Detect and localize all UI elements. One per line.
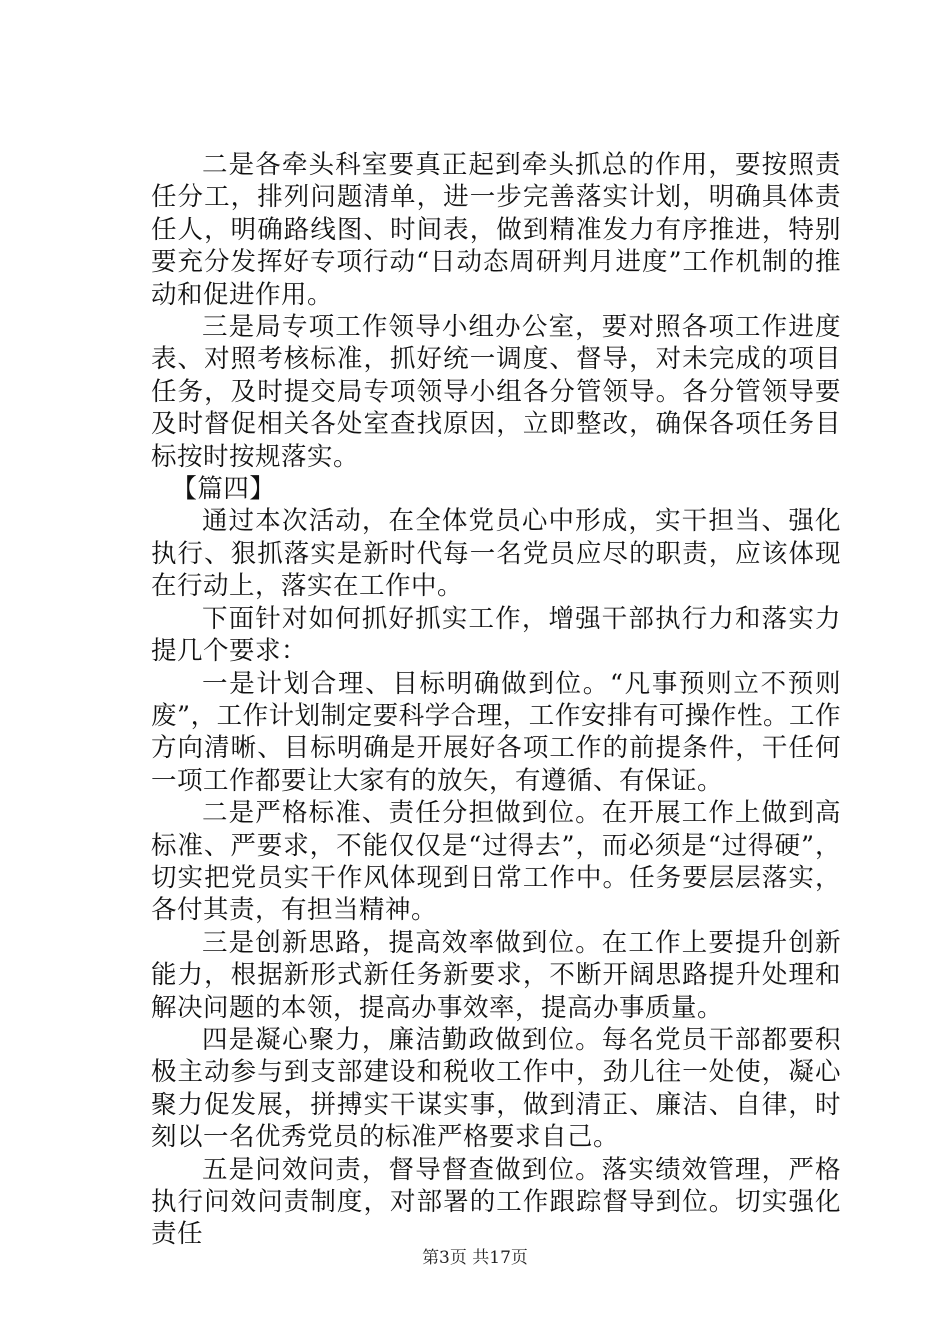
paragraph-5: 一是计划合理、目标明确做到位。“凡事预则立不预则废”，工作计划制定要科学合理，工作安排有可操作性。工作方向清晰、目标明确是开展好各项工作的前提条件，干任何一项工作都要让大家有的放矢，有遵循、有保证。 <box>151 668 841 796</box>
paragraph-1: 二是各牵头科室要真正起到牵头抓总的作用，要按照责任分工，排列问题清单，进一步完善落实计划，明确具体责任人，明确路线图、时间表，做到精准发力有序推进，特别要充分发挥好专项行动“日动态周研判月进度”工作机制的推动和促进作用。 <box>151 150 841 310</box>
paragraph-4: 下面针对如何抓好抓实工作，增强干部执行力和落实力提几个要求： <box>151 603 841 667</box>
section-heading: 【篇四】 <box>171 474 276 505</box>
paragraph-3: 通过本次活动，在全体党员心中形成，实干担当、强化执行、狠抓落实是新时代每一名党员应尽的职责，应该体现在行动上，落实在工作中。 <box>151 506 841 602</box>
paragraph-9: 五是问效问责，督导督查做到位。落实绩效管理，严格执行问效问责制度，对部署的工作跟踪督导到位。切实强化责任 <box>151 1154 841 1250</box>
paragraph-2: 三是局专项工作领导小组办公室，要对照各项工作进度表、对照考核标准，抓好统一调度、督导，对未完成的项目任务，及时提交局专项领导小组各分管领导。各分管领导要及时督促相关各处室查找原因，立即整改，确保各项任务目标按时按规落实。 <box>151 312 841 472</box>
paragraph-8: 四是凝心聚力，廉洁勤政做到位。每名党员干部都要积极主动参与到支部建设和税收工作中，劲儿往一处使，凝心聚力促发展，拼搏实干谋实事，做到清正、廉洁、自律，时刻以一名优秀党员的标准严格要求自己。 <box>151 1024 841 1153</box>
paragraph-7: 三是创新思路，提高效率做到位。在工作上要提升创新能力，根据新形式新任务新要求，不断开阔思路提升处理和解决问题的本领，提高办事效率，提高办事质量。 <box>151 927 841 1023</box>
page-number-footer: 第3页 共17页 <box>422 1248 528 1268</box>
paragraph-6: 二是严格标准、责任分担做到位。在开展工作上做到高标准、严要求，不能仅仅是“过得去”，而必须是“过得硬”，切实把党员实干作风体现到日常工作中。任务要层层落实，各付其责，有担当精神。 <box>151 798 841 926</box>
document-body <box>151 149 841 1251</box>
